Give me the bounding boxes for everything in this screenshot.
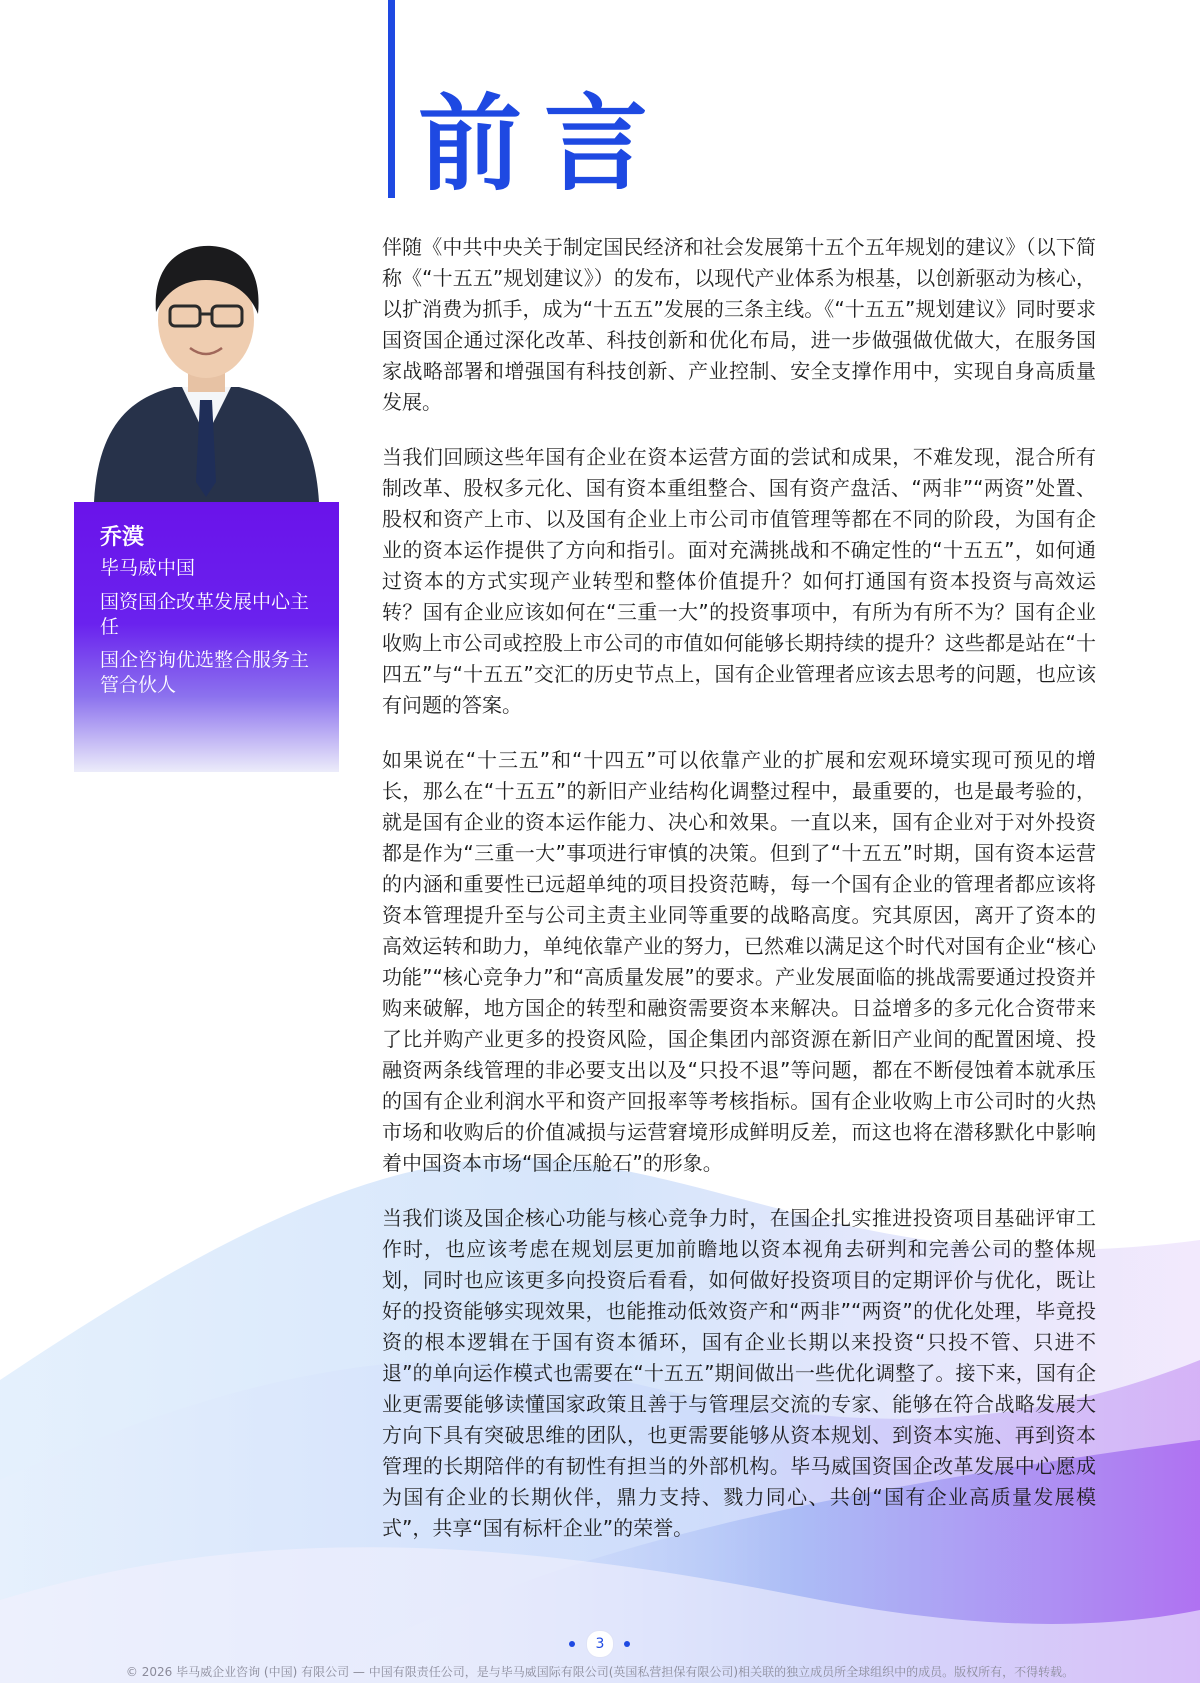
page-indicator: [0, 1630, 1200, 1658]
foreword-body: [382, 232, 1096, 1568]
portrait-image: [74, 222, 339, 502]
page-number: 3: [586, 1630, 614, 1658]
body-paragraph-2: 当我们回顾这些年国有企业在资本运营方面的尝试和成果，不难发现，混合所有制改革、股权多元化、国有资本重组整合、国有资产盘活、“两非”“两资”处置、股权和资产上市、以及国有企业上市公司市值管理等都在不同的阶段，为国有企业的资本运作提供了方向和指引。面对充满挑战和不确定性的“十五五”，如何通过资本的方式实现产业转型和整体价值提升？如何打通国有资本投资与高效运转？国有企业应该如何在“三重一大”的投资事项中，有所为有所不为？国有企业收购上市公司或控股上市公司的市值如何能够长期持续的提升？这些都是站在“十四五”与“十五五”交汇的历史节点上，国有企业管理者应该去思考的问题，也应该有问题的答案。: [382, 445, 1096, 717]
page-title: 前言: [418, 83, 671, 205]
author-profile-card: [74, 502, 339, 772]
body-paragraph-3: 如果说在“十三五”和“十四五”可以依靠产业的扩展和宏观环境实现可预见的增长，那么在“十五五”的新旧产业结构化调整过程中，最重要的，也是最考验的，就是国有企业的资本运作能力、决心和效果。一直以来，国有企业对于对外投资都是作为“三重一大”事项进行审慎的决策。但到了“十五五”时期，国有资本运营的内涵和重要性已远超单纯的项目投资范畴，每一个国有企业的管理者都应该将资本管理提升至与公司主责主业同等重要的战略高度。究其原因，离开了资本的高效运转和助力，单纯依靠产业的努力，已然难以满足这个时代对国有企业“核心功能”“核心竞争力”和“高质量发展”的要求。产业发展面临的挑战需要通过投资并购来破解，地方国企的转型和融资需要资本来解决。日益增多的多元化合资带来了比并购产业更多的投资风险，国企集团内部资源在新旧产业间的配置困境、投融资两条线管理的非必要支出以及“只投不退”等问题，都在不断侵蚀着本就承压的国有企业利润水平和资产回报率等考核指标。国有企业收购上市公司时的火热市场和收购后的价值减损与运营窘境形成鲜明反差，而这也将在潜移默化中影响着中国资本市场“国企压舱石”的形象。: [382, 748, 1096, 1175]
author-role: 国企咨询优选整合服务主管合伙人: [100, 649, 310, 696]
body-paragraph-4: 当我们谈及国企核心功能与核心竞争力时，在国企扎实推进投资项目基础评审工作时，也应该考虑在规划层更加前瞻地以资本视角去研判和完善公司的整体规划，同时也应该更多向投资后看看，如何做好投资项目的定期评价与优化，既让好的投资能够实现效果，也能推动低效资产和“两非”“两资”的优化处理，毕竟投资的根本逻辑在于国有资本循环，国有企业长期以来投资“只投不管、只进不退”的单向运作模式也需要在“十五五”期间做出一些优化调整了。接下来，国有企业更需要能够读懂国家政策且善于与管理层交流的专家、能够在符合战略发展大方向下具有突破思维的团队，也更需要能够从资本规划、到资本实施、再到资本管理的长期陪伴的有韧性有担当的外部机构。毕马威国资国企改革发展中心愿成为国有企业的长期伙伴，鼎力支持、戮力同心、共创“国有企业高质量发展模式”，共享“国有标杆企业”的荣誉。: [382, 1206, 1096, 1540]
copyright-footer: © 2026 毕马威企业咨询 (中国) 有限公司 — 中国有限责任公司，是与毕马威国际有限公司(英国私营担保有限公司)相关联的独立成员所全球组织中的成员。版权所有，不得转载。: [125, 1665, 1075, 1679]
pager-dot-right: [624, 1641, 630, 1647]
pager-dot-left: [569, 1641, 575, 1647]
author-name: 乔漠: [100, 525, 145, 550]
title-accent-bar: [388, 0, 395, 198]
author-title: 国资国企改革发展中心主任: [100, 591, 310, 638]
author-company: 毕马威中国: [100, 557, 196, 579]
author-portrait: [74, 222, 339, 502]
body-paragraph-1: 伴随《中共中央关于制定国民经济和社会发展第十五个五年规划的建议》（以下简称《“十五五”规划建议》）的发布，以现代产业体系为根基，以创新驱动为核心，以扩消费为抓手，成为“十五五”发展的三条主线。《“十五五”规划建议》同时要求国资国企通过深化改革、科技创新和优化布局，进一步做强做优做大，在服务国家战略部署和增强国有科技创新、产业控制、安全支撑作用中，实现自身高质量发展。: [382, 235, 1096, 414]
